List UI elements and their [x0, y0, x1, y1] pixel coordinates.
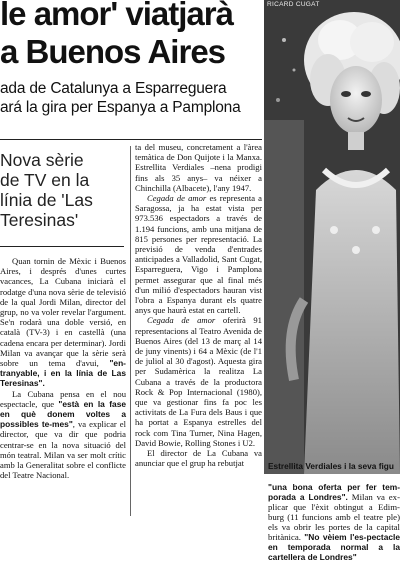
sidebar-title-line: de TV en la	[0, 170, 90, 190]
quote-bold: "No vèiem l'es-pectacle en temporada normal a la cartellera de Londres"	[268, 532, 400, 562]
sidebar-box-title	[0, 150, 124, 230]
photo-credit: RICARD CUGAT	[267, 1, 320, 8]
sidebar-title-line: Teresinas'	[0, 210, 79, 230]
headline-line-1: le amor' viatjarà	[0, 0, 233, 32]
subheadline-line-2: ará la gira per Espanya a Pamplona	[0, 99, 241, 116]
paragraph-text: El director de La Cubana va anunciar que el grup ha rebutjat	[135, 448, 262, 469]
title-italic: Cegada de amor	[147, 193, 207, 204]
quote-bold: "està en la fase en què donem voltes a possibles te-mes"	[0, 398, 127, 430]
sidebar-title-line: Nova sèrie	[0, 150, 84, 170]
paragraph-text: ta del museu, concretament a l'àrea temàtica de Don Quijote i la Manxa. Estrellita Verdiales –nena prodigi fins als 35 anys– va néixer a Chinchilla (Albacete), l'any 1947.	[135, 142, 262, 193]
photo-estrellita-verdiales	[264, 0, 400, 474]
article-column-2	[135, 142, 262, 516]
section-divider	[0, 139, 262, 140]
paragraph	[135, 448, 262, 468]
paragraph	[268, 482, 400, 562]
column-divider	[130, 146, 131, 516]
paragraph-text: oferirà 91 representacions al Teatro Avenida de Buenos Aires (del 13 de març al 14 de juny vinents) i 64 a Mèxic (de l'1 de juliol al 30 d'agost). Aquesta gira per Sudamèrica la realitza La Cubana a través de la productora Rock & Pop Internacional (1980), que va gestionar fins fa poc les activitats de La Fura dels Baus i que ha portat a Espanya estrelles del rock com Tina Turner, Nina Hagen, David Bowie, Rolling Stones i U2.	[135, 315, 262, 448]
paragraph-text: Milan va ex-plicar que l'èxit obtingut a Edim-burg (11 funcions amb el teatre ple) els va obrir les portes de la capital britànica.	[268, 492, 400, 542]
paragraph	[0, 389, 126, 481]
sidebar-title-underline	[0, 246, 124, 247]
quote-bold: "en-tranyable, i en la línia de Las Teresinas".	[0, 358, 126, 389]
article-column-1	[0, 256, 126, 516]
paragraph-text: es representa a Saragossa, ja ha estat vista per 973.536 espectadors a través de 1.194 funcions, amb una mitjana de 815 persones per representació. La previsió de venda d'entrades anticipades a Valladolid, Sant Cugat, Esparreguera, Vigo i Pamplona permet assegurar que al final més d'un milió d'espectadors hauran vist l'obra a Espanya durant els quatre anys que haurà estat en cartell.	[135, 193, 263, 316]
paragraph	[135, 142, 262, 193]
paragraph	[135, 193, 262, 315]
title-italic: Cegada de amor	[147, 315, 216, 326]
paragraph	[135, 315, 262, 448]
article-column-3	[268, 482, 400, 562]
quote-bold: "una bona oferta per fer tem-porada a Londres".	[268, 482, 400, 502]
photo-caption: Estrellita Verdiales i la seva figu	[268, 461, 394, 471]
subheadline-line-1: ada de Catalunya a Esparreguera	[0, 80, 227, 97]
paragraph	[0, 256, 126, 389]
paragraph-text: Quan tornin de Mèxic i Buenos Aires, i després d'unes curtes vacances, La Cubana iniciarà el rodatge d'una nova sèrie de televisió de la qual Jordi Milan, director del grup, no va voler revelar l'argument. Se'n rodarà una doble versió, en català (TV-3) i en castellà (una cadena encara per determinar). Jordi Milan va avançar que la sèrie serà sobre un tema d'avui,	[0, 256, 126, 369]
headline-line-2: a Buenos Aires	[0, 33, 226, 70]
paragraph-text: La Cubana pensa en el nou espectacle, que	[0, 388, 126, 409]
sidebar-title-line: línia de 'Las	[0, 190, 93, 210]
photo-illustration	[264, 0, 400, 474]
paragraph-text: , va explicar el director, que va dir que podria centrar-se en la nova situació del món teatral. Milan va ser molt crític amb la Generalitat sobre el conflicte del Teatre Nacional.	[0, 419, 126, 481]
